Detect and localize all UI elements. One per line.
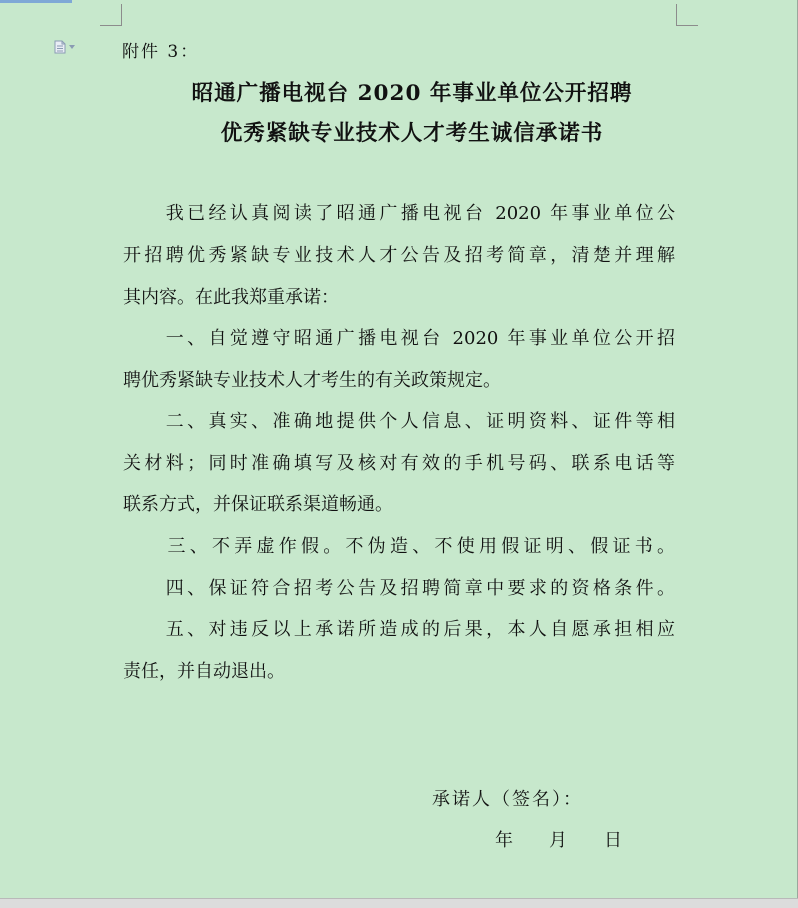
top-scroll-indicator	[0, 0, 72, 3]
body-line: 一、自觉遵守昭通广播电视台 2020 年事业单位公开招	[123, 328, 675, 349]
body-line: 关材料；同时准确填写及核对有效的手机号码、联系电话等	[123, 453, 675, 474]
body-line: 责任，并自动退出。	[123, 661, 285, 682]
date-month-label: 月	[549, 830, 569, 851]
document-title-line-2: 优秀紧缺专业技术人才考生诚信承诺书	[220, 121, 604, 146]
horizontal-scrollbar[interactable]	[0, 898, 798, 908]
body-line: 四、保证符合招考公告及招聘简章中要求的资格条件。	[123, 578, 675, 599]
date-year-label: 年	[495, 830, 515, 851]
body-line: 联系方式，并保证联系渠道畅通。	[123, 494, 393, 515]
chevron-down-icon	[69, 45, 75, 49]
signature-label: 承诺人（签名）：	[432, 789, 583, 810]
body-line: 其内容。在此我郑重承诺：	[123, 287, 339, 308]
body-line: 二、真实、准确地提供个人信息、证明资料、证件等相	[123, 411, 675, 432]
document-title-line-1: 昭通广播电视台 2020 年事业单位公开招聘	[191, 81, 633, 106]
annex-label: 附件 3：	[122, 42, 200, 62]
paragraph-options-button[interactable]	[54, 40, 82, 54]
document-page-icon	[54, 40, 66, 54]
body-line: 三、不弄虚作假。不伪造、不使用假证明、假证书。	[123, 536, 675, 557]
body-line: 五、对违反以上承诺所造成的后果，本人自愿承担相应	[123, 619, 675, 640]
margin-corner-top-right	[676, 4, 698, 26]
body-line: 聘优秀紧缺专业技术人才考生的有关政策规定。	[123, 370, 501, 391]
margin-corner-top-left	[100, 4, 122, 26]
date-day-label: 日	[604, 830, 624, 851]
body-line: 我已经认真阅读了昭通广播电视台 2020 年事业单位公	[123, 203, 675, 224]
body-line: 开招聘优秀紧缺专业技术人才公告及招考简章，清楚并理解	[123, 245, 675, 266]
